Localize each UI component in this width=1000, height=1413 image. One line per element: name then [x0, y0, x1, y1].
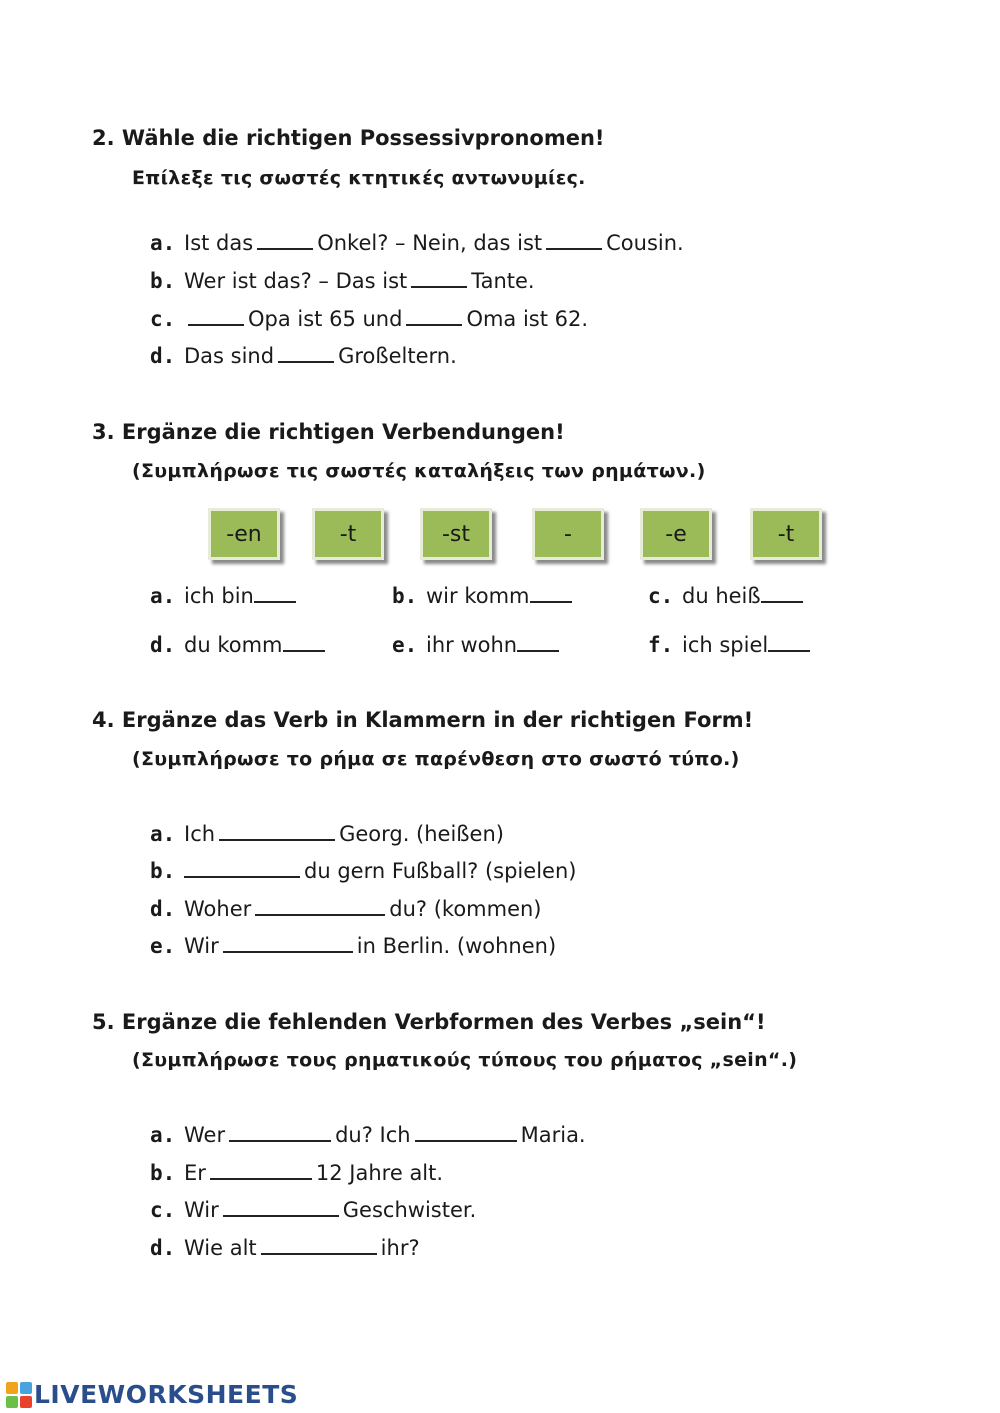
item-text: du gern Fußball? (spielen) — [304, 859, 577, 883]
item-label: e. — [150, 934, 176, 958]
drop-zone[interactable] — [530, 583, 572, 603]
brand-name: LIVEWORKSHEETS — [34, 1380, 299, 1409]
section-3-subtitle: (Συμπλήρωσε τις σωστές καταλήξεις των ρημάτων.) — [132, 460, 706, 482]
item-text: Das sind — [184, 344, 275, 368]
s5-item-d — [150, 1235, 420, 1260]
blank-input[interactable] — [411, 268, 467, 288]
item-text: wir komm — [426, 584, 530, 608]
item-text: du heiß — [682, 584, 761, 608]
section-4-title: 4. Ergänze das Verb in Klammern in der richtigen Form! — [92, 708, 754, 732]
item-text: Großeltern. — [338, 344, 457, 368]
blank-input[interactable] — [188, 306, 244, 326]
blank-input[interactable] — [223, 933, 353, 953]
item-text: Wie alt — [184, 1236, 257, 1260]
item-text: du? (kommen) — [389, 897, 542, 921]
s5-item-a — [150, 1122, 586, 1147]
item-label: d. — [150, 897, 176, 921]
blank-input[interactable] — [546, 230, 602, 250]
item-text: Wir — [184, 1198, 219, 1222]
item-text: Er — [184, 1161, 206, 1185]
blank-input[interactable] — [257, 230, 313, 250]
drag-chip-st[interactable]: -st — [420, 508, 492, 560]
section-4-subtitle: (Συμπλήρωσε το ρήμα σε παρένθεση στο σωστό τύπο.) — [132, 748, 740, 770]
liveworksheets-logo[interactable] — [6, 1380, 298, 1409]
s2-item-c — [150, 306, 588, 331]
s3-item-a — [150, 583, 300, 608]
blank-input[interactable] — [261, 1235, 377, 1255]
item-text: in Berlin. (wohnen) — [356, 934, 557, 958]
item-label: a. — [150, 822, 176, 846]
s2-item-d — [150, 343, 457, 368]
item-text: ich bin — [184, 584, 254, 608]
item-label: a. — [150, 1123, 176, 1147]
s4-item-e — [150, 933, 556, 958]
blank-input[interactable] — [278, 343, 334, 363]
item-label: d. — [150, 344, 176, 368]
item-text: ihr? — [380, 1236, 420, 1260]
item-label: d. — [150, 1236, 176, 1260]
section-2-title: 2. Wähle die richtigen Possessivpronomen! — [92, 126, 605, 150]
item-text: Wer ist das? – Das ist — [184, 269, 408, 293]
drop-zone[interactable] — [761, 583, 803, 603]
s4-item-d — [150, 896, 542, 921]
s3-item-e — [392, 632, 563, 657]
item-label: b. — [150, 1161, 176, 1185]
s3-item-f — [648, 632, 814, 657]
item-text: du komm — [184, 633, 283, 657]
item-text: Maria. — [520, 1123, 586, 1147]
item-text: Ist das — [184, 231, 254, 255]
s3-item-c — [648, 583, 807, 608]
drag-chip-en[interactable]: -en — [208, 508, 280, 560]
item-text: ihr wohn — [426, 633, 518, 657]
item-label: b. — [150, 859, 176, 883]
section-5-title: 5. Ergänze die fehlenden Verbformen des Verbes „sein“! — [92, 1010, 766, 1034]
item-text: Ich — [184, 822, 216, 846]
item-text: Cousin. — [606, 231, 684, 255]
drag-chip-t[interactable]: -t — [312, 508, 384, 560]
blank-input[interactable] — [415, 1122, 517, 1142]
item-label: f. — [648, 633, 674, 657]
item-text: Woher — [184, 897, 252, 921]
section-3-title: 3. Ergänze die richtigen Verbendungen! — [92, 420, 565, 444]
blank-input[interactable] — [255, 896, 385, 916]
blank-input[interactable] — [184, 858, 300, 878]
blank-input[interactable] — [219, 821, 335, 841]
item-label: e. — [392, 633, 418, 657]
item-text: Georg. (heißen) — [339, 822, 504, 846]
drag-chip-empty[interactable]: - — [532, 508, 604, 560]
blank-input[interactable] — [406, 306, 462, 326]
drop-zone[interactable] — [768, 632, 810, 652]
item-text: Tante. — [471, 269, 535, 293]
blank-input[interactable] — [223, 1197, 339, 1217]
item-label: b. — [392, 584, 418, 608]
s4-item-b — [150, 858, 576, 883]
item-text: Opa ist 65 und — [248, 307, 403, 331]
blank-input[interactable] — [210, 1160, 312, 1180]
section-2-subtitle: Επίλεξε τις σωστές κτητικές αντωνυμίες. — [132, 167, 586, 189]
item-text: Wer — [184, 1123, 226, 1147]
s4-item-a — [150, 821, 504, 846]
drop-zone[interactable] — [517, 632, 559, 652]
liveworksheets-logo-icon — [6, 1382, 32, 1408]
item-text: 12 Jahre alt. — [315, 1161, 444, 1185]
item-label: c. — [150, 1198, 176, 1222]
section-5-subtitle: (Συμπλήρωσε τους ρηματικούς τύπους του ρήματος „sein“.) — [132, 1049, 798, 1071]
drag-chip-e[interactable]: -e — [640, 508, 712, 560]
item-text: Geschwister. — [342, 1198, 477, 1222]
s3-item-d — [150, 632, 329, 657]
item-text: du? Ich — [335, 1123, 411, 1147]
drop-zone[interactable] — [254, 583, 296, 603]
item-text: ich spiel — [682, 633, 769, 657]
item-text: Onkel? – Nein, das ist — [317, 231, 543, 255]
blank-input[interactable] — [229, 1122, 331, 1142]
drag-chip-t2[interactable]: -t — [750, 508, 822, 560]
s3-item-b — [392, 583, 576, 608]
item-label: a. — [150, 584, 176, 608]
item-label: a. — [150, 231, 176, 255]
s5-item-b — [150, 1160, 443, 1185]
s2-item-a — [150, 230, 684, 255]
item-label: c. — [648, 584, 674, 608]
s5-item-c — [150, 1197, 476, 1222]
item-text: Oma ist 62. — [466, 307, 589, 331]
drop-zone[interactable] — [283, 632, 325, 652]
s2-item-b — [150, 268, 535, 293]
item-label: c. — [150, 307, 176, 331]
item-label: d. — [150, 633, 176, 657]
item-label: b. — [150, 269, 176, 293]
item-text: Wir — [184, 934, 219, 958]
